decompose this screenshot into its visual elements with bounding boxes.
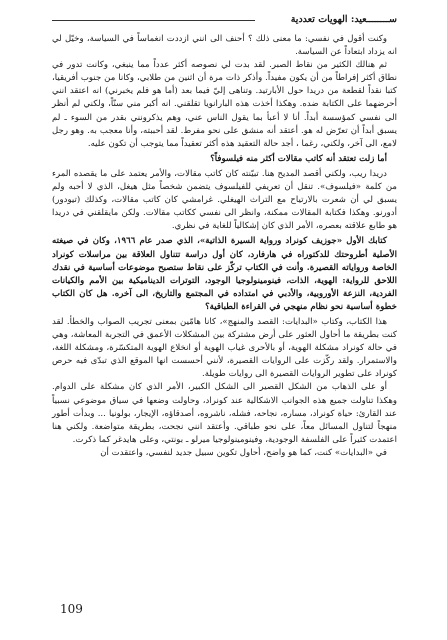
page-number: 109: [60, 602, 83, 616]
body-text: [52, 33, 397, 460]
paragraph: في «البدايات» كنت، كما هو واضح، أحاول تكوين سبيل جديد لنفسي، واعتقدت أن: [100, 447, 387, 458]
paragraph: ثم هنالك الكثير من نقاط الصبر. لقد بدت لي نصوصه أكثر عدداً مما ينبغي، وكانت تدور في نطاق أكثر إفراطاً من أن يكون مفيداً. وأذكر ذات مرة أن اثنين من طلابي، وكانا من جنوب أفريقيا، كتبا نقداً لقطعة من دريدا حول الأبارتيد. وتناهى إليّ فيما بعد (أما هو فلم يخبرني) انه اعتقد انني أحرضهما على الكتابة ضده. وهكذا أخذت هذه البارانويا تقلقني. انه أكبر مني سنّاً، ولكني لم أنظر الى نفسي كمؤسسة أبداً. أنا لا أعبأ بما يقول الناس عني، وهم يذكرونني بقدر من السوء ـ لم يسبق أبداً أن تعرّض له هو. أعتقد أنه منشق على نحو مفرط. لقد أحببته، وأنا معجب به. وهو رجل لامع، الى آخر، ولكني، رغما ، أجد حالة التعقيد هذه أكثر تعقيداً مما يتوجب أن تكون عليه.: [52, 60, 397, 149]
running-header: [52, 12, 397, 28]
paragraph: هذا الكتاب، وكتاب «البدايات: القصد والمنهج»، كانا هامّين بمعنى تجريب الصواب والخطأ. لقد كنت بطريقة ما أحاول العثور على أرض مشتركة بين المشكلات الأعمق في التجربة المعاشة، وهي في حالة كونراد مشكلة الهوية، أو بالأحرى غياب الهوية أو انخلاع الهوية المتكسّرة، ومشكلة اللغة، والاستمرار. ولقد ركّزت على الروايات القصيرة، لأنني أحسست انها الموقع الذي تبدّى فيه حرص كونراد على تطوير الروايات القصيرة الى روايات طويلة.: [52, 316, 397, 380]
interview-question: كتابك الأول «جوزيف كونراد ورواية السيرة الذاتية»، الذي صدر عام ١٩٦٦، وكان في صيغته الأصلية أطروحتك للدكتوراه في هارفارد، كان أول دراسة تتناول العلاقة بين مراسلات كونراد الخاصة ورواياته القصيرة. وأنت في الكتاب تركّز على نقاط ستصبح موضوعات أساسية في نقدك اللاحق للرواية: الهوية، الذات، فينومينولوجيا الوجود، التوترات الديناميكية بين الأمم والكيانات الفردية، النزعة الأوروبية، والأدبي في امتداده في المجتمع والتاريخ، الى آخره. هل كان الكتاب خطوة أساسية نحو نظام منهجي في القراءة الطباقية؟: [52, 236, 397, 312]
paragraph: أو على الذهاب من الشكل القصير الى الشكل الكبير، الأمر الذي كان مشكلة على الدوام. وهكذا تناولت جميع هذه الجوانب الاشكالية عند كونراد، وحاولت وضعها في سياق موضوعي نسبياً عند القارئ: حياة كونراد، مساره، نجاحه، فشله، ناشروه، أصدقاؤه، الإيجار، بولونيا ... وبدأت أطور منهجاً لتناول المسائل معاً، على نحو طباقي. وأعتقد انني نجحت، بطريقة متواضعة. ولكني هنا اعتمدت كثيراً على الفلسفة الوجودية، وفينومينولوجيا ميرلو ـ بونتي، وعلى هايدغر كما ذكرت.: [52, 382, 397, 445]
paragraph: وكنت أقول في نفسي: ما معنى ذلك ؟ أحنف الى انني ازددت انغماساً في السياسة، وخيّل لي انه يزداد ابتعاداً عن السياسة.: [52, 34, 397, 58]
interview-question: أما زلت تعتقد أنه كاتب مقالات أكثر منه فيلسوفاً؟: [210, 153, 387, 164]
paragraph: دريدا ريب، ولكني أقصد المديح هنا. تبيّنته كان كاتب مقالات، والأمر يعتمد على ما يقصده المرء من كلمة «فيلسوف». تنقل أن تعريفي للفيلسوف يتضمن شخصاً مثل هيغل، الذي لا أحبه ولم يسبق لي أن شعرت بالارتياح مع التراث الهيغلي. غرامشي كان كاتب مقالات، وكذلك (تيودور) أدورنو. وهكذا فكتابة المقالات ممكنة، وانظر الى نفسي ككاتب مقالات. ولكن مايقلقني في دريدا هو طابع علاقته بعصره، الأمر الذي كان إشكالياً للغاية في نظري.: [52, 168, 397, 232]
header-title: ســــــــعيد: الهويات تعددية: [290, 14, 397, 25]
header-rule: [52, 20, 255, 21]
